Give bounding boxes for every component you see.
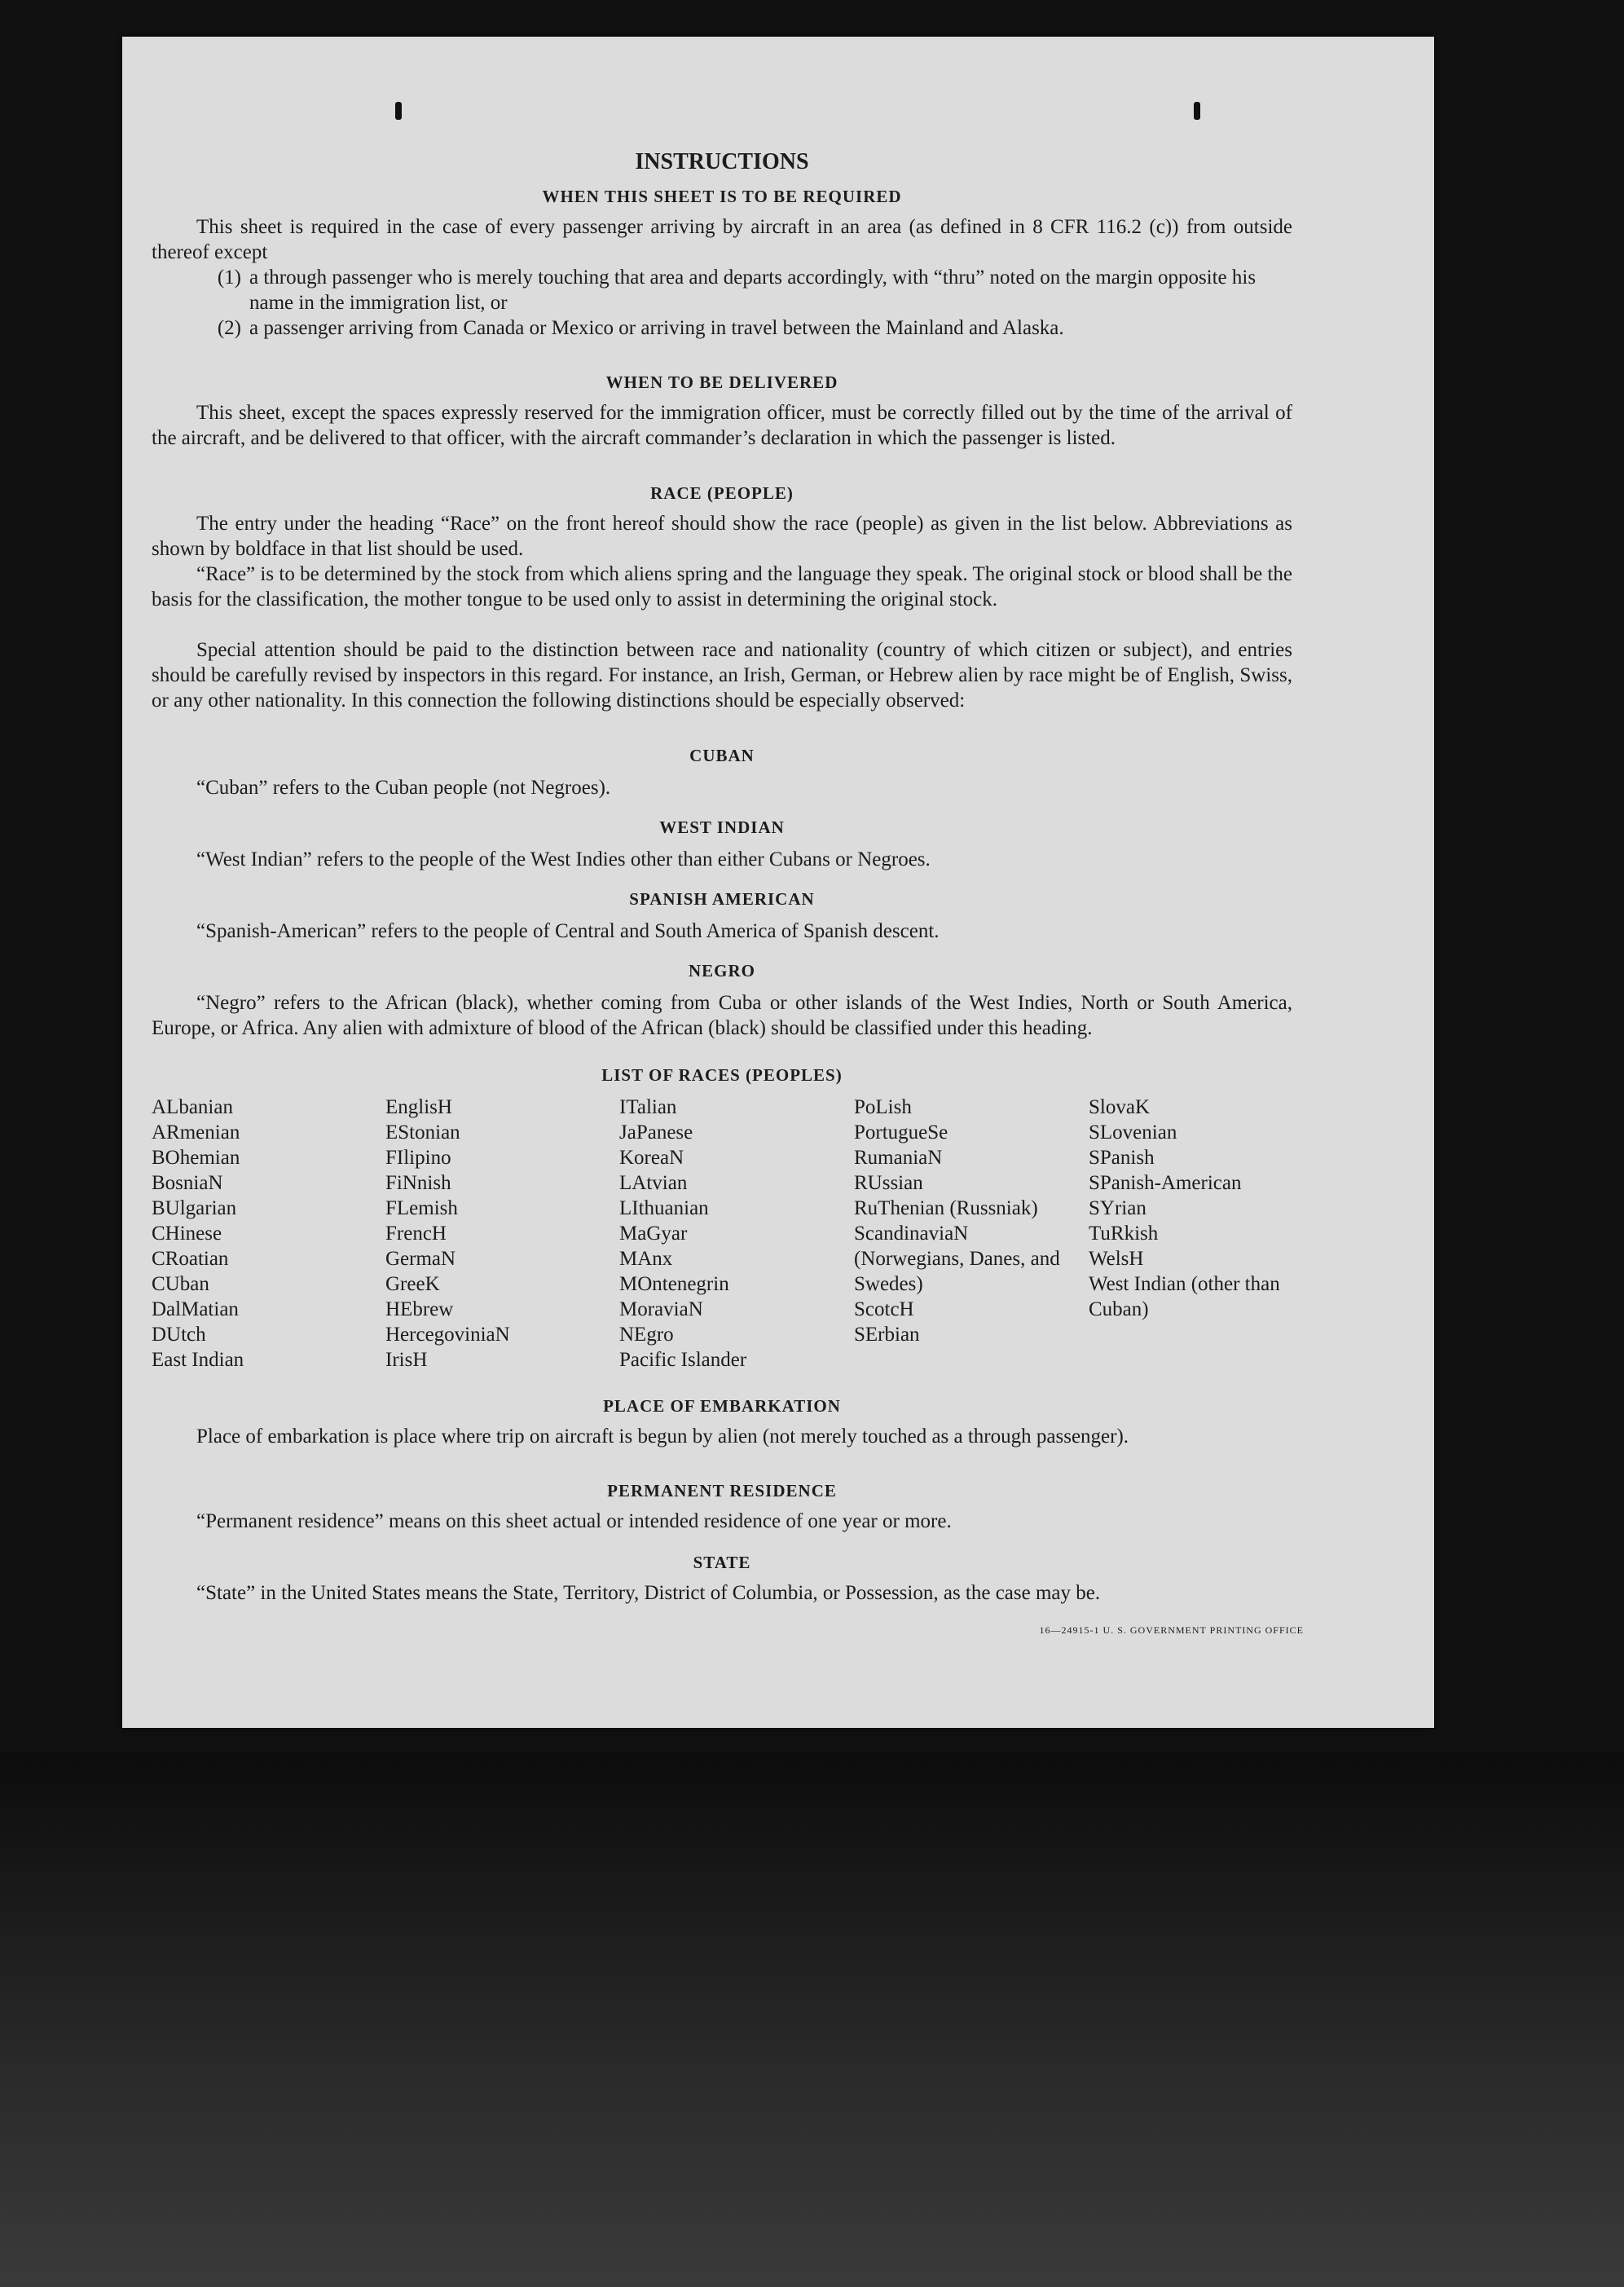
race-entry: RUssian [854,1172,923,1194]
heading-race: RACE (PEOPLE) [650,483,794,503]
race-entry: ALbanian [152,1096,233,1118]
document-sheet [122,37,1434,1728]
race-entry: FIlipino [385,1147,451,1169]
race-entry: ARmenian [152,1121,240,1144]
paragraph-cuban: “Cuban” refers to the Cuban people (not Negroes). [196,777,611,799]
heading-required: WHEN THIS SHEET IS TO BE REQUIRED [542,187,902,206]
races-column-4 [854,1095,1074,1347]
paragraph-delivered: This sheet, except the spaces expressly reserved for the immigration officer, must be correctly filled out by the time of the arrival of the aircraft, and be delivered to that officer, with the aircraft commander’s declaration in which the passenger is listed. [152,402,1292,449]
heading-negro: NEGRO [688,961,755,980]
race-entry: ScotcH [854,1298,914,1320]
heading-state: STATE [693,1553,751,1572]
race-entry: SErbian [854,1324,920,1346]
heading-embarkation: PLACE OF EMBARKATION [603,1396,841,1416]
race-entry: SYrian [1089,1197,1146,1219]
race-entry: JaPanese [619,1121,693,1144]
race-entry: LAtvian [619,1172,688,1194]
race-entry: FiNnish [385,1172,451,1194]
race-entry: KoreaN [619,1147,684,1169]
race-entry: DUtch [152,1324,206,1346]
race-entry: WelsH [1089,1248,1144,1270]
race-entry: EStonian [385,1121,460,1144]
paragraph-negro: “Negro” refers to the African (black), whether coming from Cuba or other islands of the West Indies, North or South America, Europe, or Africa. Any alien with admixture of blood of the African (black) should be classified under this heading. [152,992,1292,1039]
list-item: (2) a passenger arriving from Canada or Mexico or arriving in travel between the Mainland and Alaska. [217,317,1064,339]
paragraph-embarkation: Place of embarkation is place where trip on aircraft is begun by alien (not merely touched as a through passenger). [196,1426,1129,1448]
heading-spanish-american: SPANISH AMERICAN [629,889,815,909]
race-entry: SPanish-American [1089,1172,1242,1194]
paragraph-race-2: “Race” is to be determined by the stock from which aliens spring and the language they speak. The original stock or blood shall be the basis for the classification, the mother tongue to be used only to assist in determining the original stock. [152,563,1292,610]
paragraph-west-indian: “West Indian” refers to the people of the West Indies other than either Cubans or Negroes. [196,848,931,870]
race-entry: EnglisH [385,1096,452,1118]
race-entry: Pacific Islander [619,1349,747,1371]
heading-cuban: CUBAN [689,746,755,765]
race-entry: SPanish [1089,1147,1155,1169]
race-entry: PortugueSe [854,1121,948,1144]
race-entry: HercegoviniaN [385,1324,510,1346]
paragraph-state: “State” in the United States means the State, Territory, District of Columbia, or Possession, as the case may be. [196,1582,1101,1604]
race-entry: ScandinaviaN (Norwegians, Danes, and Swedes) [854,1223,1060,1295]
race-entry: HEbrew [385,1298,454,1320]
race-entry: East Indian [152,1349,244,1371]
race-entry: MaGyar [619,1223,688,1245]
race-entry: BosniaN [152,1172,223,1194]
race-entry: GreeK [385,1273,440,1295]
paragraph-race-1: The entry under the heading “Race” on the front hereof should show the race (people) as given in the list below. Abbreviations as shown by boldface in that list should be used. [152,513,1292,560]
punch-hole-right [1194,102,1200,120]
races-column-1 [152,1095,380,1373]
race-entry: ITalian [619,1096,677,1118]
race-entry: MAnx [619,1248,673,1270]
paragraph-required: This sheet is required in the case of every passenger arriving by aircraft in an area (as defined in 8 CFR 116.2 (c)) from outside thereof except [152,216,1292,263]
print-code: 16—24915-1 U. S. GOVERNMENT PRINTING OFFICE [1039,1624,1304,1636]
race-entry: IrisH [385,1349,428,1371]
race-entry: RuThenian (Russniak) [854,1197,1038,1219]
race-entry: GermaN [385,1248,456,1270]
race-entry: CUban [152,1273,209,1295]
race-entry: LIthuanian [619,1197,709,1219]
paragraph-race-3: Special attention should be paid to the distinction between race and nationality (country of which citizen or subject), and entries should be carefully revised by inspectors in this regard. For instance, an Irish, German, or Hebrew alien by race might be of English, Swiss, or any other nationality. In this connection the following distinctions should be especially observed: [152,639,1292,712]
paragraph-residence: “Permanent residence” means on this sheet actual or intended residence of one year or more. [196,1510,952,1532]
races-column-3 [619,1095,847,1373]
heading-races: LIST OF RACES (PEOPLES) [601,1065,843,1085]
race-entry: CRoatian [152,1248,229,1270]
races-column-5 [1089,1095,1292,1322]
race-entry: PoLish [854,1096,912,1118]
heading-residence: PERMANENT RESIDENCE [607,1481,837,1500]
paragraph-spanish-american: “Spanish-American” refers to the people of Central and South America of Spanish descent. [196,920,940,942]
race-entry: BOhemian [152,1147,240,1169]
race-entry: FrencH [385,1223,447,1245]
race-entry: MOntenegrin [619,1273,729,1295]
race-entry: SlovaK [1089,1096,1150,1118]
race-entry: MoraviaN [619,1298,703,1320]
races-column-2 [385,1095,614,1373]
punch-hole-left [395,102,402,120]
race-entry: SLovenian [1089,1121,1177,1144]
race-entry: NEgro [619,1324,674,1346]
document-title: INSTRUCTIONS [635,149,809,174]
heading-delivered: WHEN TO BE DELIVERED [605,372,838,392]
list-item: (1) a through passenger who is merely touching that area and departs accordingly, with “thru” noted on the margin opposite his name in the immigration list, or [217,267,1257,314]
race-entry: West Indian (other than Cuban) [1089,1273,1280,1320]
race-entry: FLemish [385,1197,458,1219]
race-entry: TuRkish [1089,1223,1159,1245]
heading-west-indian: WEST INDIAN [659,817,785,837]
background-fade [0,1752,1624,2287]
race-entry: BUlgarian [152,1197,237,1219]
race-entry: RumaniaN [854,1147,943,1169]
race-entry: CHinese [152,1223,222,1245]
race-entry: DalMatian [152,1298,239,1320]
